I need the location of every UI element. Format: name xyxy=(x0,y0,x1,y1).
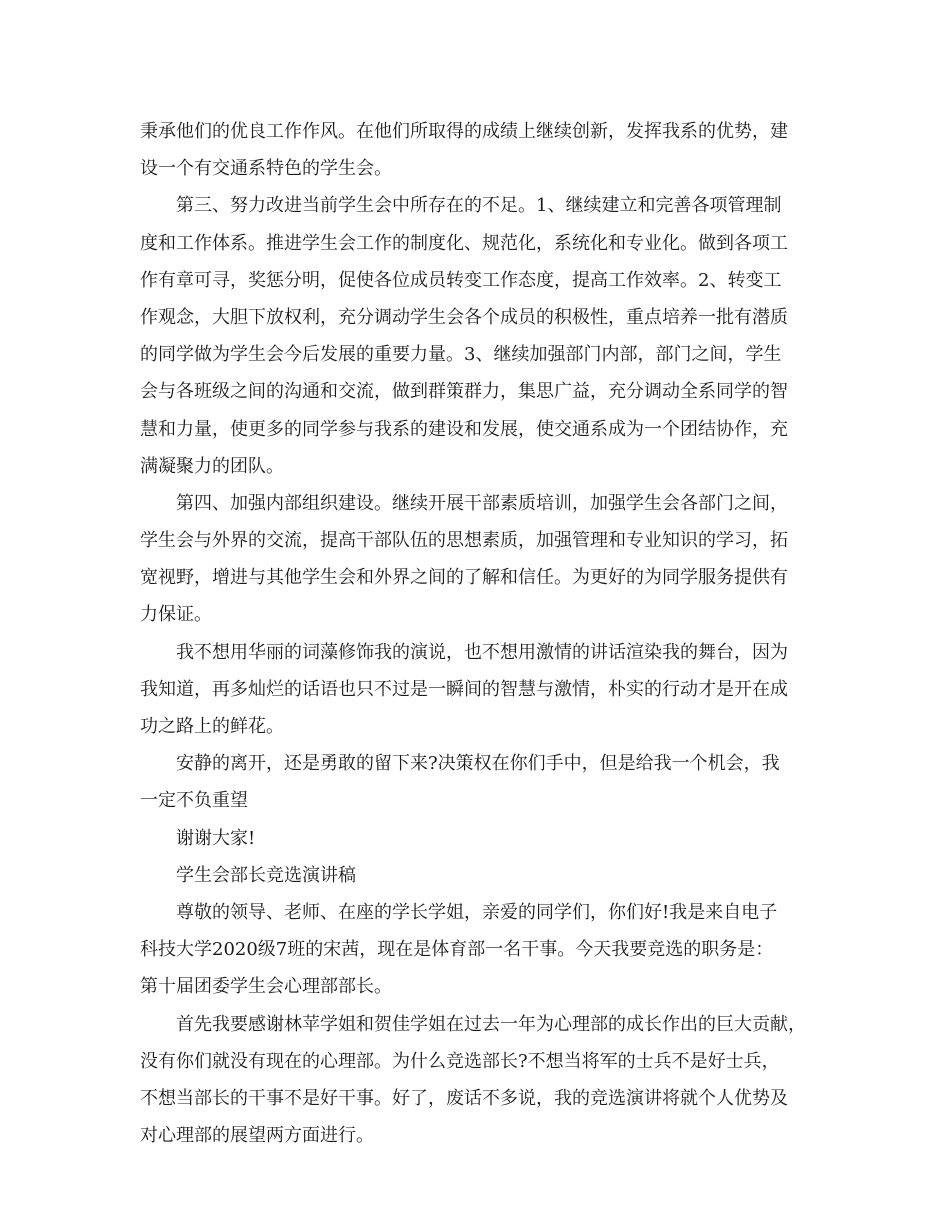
text-line: 第十届团委学生会心理部部长。 xyxy=(140,976,392,998)
text-line: 第四、加强内部组织建设。继续开展干部素质培训，加强学生会各部门之间， xyxy=(176,492,788,514)
text-line: 会与各班级之间的沟通和交流，做到群策群力，集思广益，充分调动全系同学的智 xyxy=(140,381,788,403)
text-line: 不想当部长的干事不是好干事。好了，废话不多说，我的竞选演讲将就个人优势及 xyxy=(140,1087,788,1109)
text-line: 度和工作体系。推进学生会工作的制度化、规范化，系统化和专业化。做到各项工 xyxy=(140,232,788,254)
text-line: 一定不负重望 xyxy=(140,790,248,812)
text-line: 秉承他们的优良工作作风。在他们所取得的成绩上继续创新，发挥我系的优势，建 xyxy=(140,121,788,142)
text-line: 我知道，再多灿烂的话语也只不过是一瞬间的智慧与激情，朴实的行动才是开在成 xyxy=(140,678,788,700)
text-line: 功之路上的鲜花。 xyxy=(140,716,284,737)
text-line: 力保证。 xyxy=(140,604,212,626)
text-line: 学生会与外界的交流，提高干部队伍的思想素质，加强管理和专业知识的学习，拓 xyxy=(140,530,788,552)
text-line: 作观念，大胆下放权利，充分调动学生会各个成员的积极性，重点培养一批有潜质 xyxy=(140,306,788,328)
text-line: 科技大学2020级7班的宋茜，现在是体育部一名干事。今天我要竞选的职务是： xyxy=(140,939,774,961)
text-line: 作有章可寻，奖惩分明，促使各位成员转变工作态度，提高工作效率。2、转变工 xyxy=(140,269,782,291)
text-line: 没有你们就没有现在的心理部。为什么竞选部长?不想当将军的士兵不是好士兵， xyxy=(140,1050,780,1072)
text-line: 首先我要感谢林苹学姐和贺佳学姐在过去一年为心理部的成长作出的巨大贡献， xyxy=(176,1013,806,1035)
text-line: 安静的离开，还是勇敢的留下来?决策权在你们手中，但是给我一个机会，我 xyxy=(176,753,780,775)
text-line: 满凝聚力的团队。 xyxy=(140,455,284,477)
text-line: 尊敬的领导、老师、在座的学长学姐，亲爱的同学们，你们好!我是来自电子 xyxy=(176,901,778,923)
document-body xyxy=(140,113,820,1154)
section-title: 学生会部长竞选演讲稿 xyxy=(176,864,356,886)
text-line: 谢谢大家! xyxy=(176,827,256,849)
text-line: 宽视野，增进与其他学生会和外界之间的了解和信任。为更好的为同学服务提供有 xyxy=(140,567,788,589)
text-line: 设一个有交通系特色的学生会。 xyxy=(140,158,392,180)
text-line: 我不想用华丽的词藻修饰我的演说，也不想用激情的讲话渲染我的舞台，因为 xyxy=(176,641,788,663)
text-line: 的同学做为学生会今后发展的重要力量。3、继续加强部门内部，部门之间，学生 xyxy=(140,344,782,366)
text-line: 对心理部的展望两方面进行。 xyxy=(140,1125,374,1147)
text-line: 慧和力量，使更多的同学参与我系的建设和发展，使交通系成为一个团结协作，充 xyxy=(140,418,788,440)
text-line: 第三、努力改进当前学生会中所存在的不足。1、继续建立和完善各项管理制 xyxy=(176,195,782,217)
